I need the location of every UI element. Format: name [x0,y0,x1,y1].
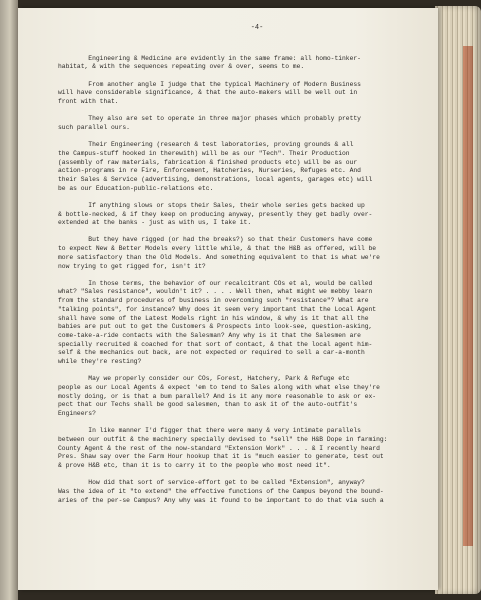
text-line: (assembly of raw materials, fabrication & finished products etc) will be as our [58,158,358,166]
text-line: Pres. Shaw say over the Farm Hour hookup that it is "much easier to generate, test out [58,453,384,461]
text-line: self & the mechanics out back, are not expected or required to sell a car-a-month [58,349,365,357]
text-line: now trying to get rigged for, isn't it? [58,262,206,270]
text-line: what? "Sales resistance", wouldn't it? . . . . Well then, what might we mebby learn [58,288,373,296]
text-line: shall have some of the Latest Models right in his window, & why is it that all the [58,314,369,322]
paragraph [58,236,440,271]
paragraphs [58,55,440,506]
text-line: from the standard procedures of business in overcoming such "resistance"? What are [58,297,369,305]
paragraph [58,427,440,471]
text-line: people as our Local Agents & expect 'em to tend to Sales along with what else they're [58,384,380,391]
text-line: pect that our Techs shall be good salesmen, than to ask it of the auto-outfit's [58,401,358,409]
paragraph [58,141,440,193]
text-line: extended at the banks - just as with us, I take it. [58,219,252,227]
page-stack-edge [435,6,481,594]
text-line: Their Engineering (research & test laboratories, proving grounds & all [58,141,354,149]
paragraph [58,115,440,132]
paragraph [58,280,440,367]
typed-page [18,8,438,590]
text-line: more satisfactory than the Old Models. And something equivalent to that is what we're [58,253,380,261]
text-line: But they have rigged (or had the breaks?) so that their Customers have come [58,236,373,244]
text-line: to expect New & Better Models every little while, & that the H&B as offered, will be [58,245,377,253]
text-line: specially recruited & coached for that sort of contact, & that the local agent him- [58,340,373,348]
paragraph [58,81,440,107]
text-line: In like manner I'd figger that there were many & very intimate parallels [58,427,361,435]
text-line: while they're resting? [58,358,142,366]
text-line: action-programs in re Fire, Enforcement, Hatcheries, Nurseries, Refuges etc. And [58,167,361,175]
text-line: such parallel ours. [58,123,130,131]
text-line: "talking points", for instance? Why does it seem very important that the Local Agent [58,305,377,313]
text-line: County Agent & the rest of the now-standard "Extension Work" . . . & I recently heard [58,444,380,452]
paragraph [58,479,440,505]
text-line: their Sales & Service (advertising, demonstrations, local agents, garages etc) will [58,175,373,183]
text-line: the Campus-stuff hooked in therewith) will be as our "Tech". Their Production [58,149,350,157]
paragraph [58,55,440,72]
text-line: between our outfit & the machinery specially devised to "sell" the H&B Dope in farming: [58,436,388,444]
paragraph [58,375,440,419]
text-line: How did that sort of service-effort get to be called "Extension", anyway? [58,479,365,487]
binder-edge [0,0,18,600]
page-number: -4- [250,24,264,32]
text-line: They also are set to operate in three major phases which probably pretty [58,115,361,123]
text-line: habitat, & with the sequences repeating over & over, seems to me. [58,63,305,71]
binder-tab [463,46,473,546]
text-line: be as our Education-public-relations etc. [58,184,214,192]
text-line: & bottle-necked, & if they keep on producing anyway, presently they get badly over- [58,210,373,218]
text-line: mostly doing, or is that a bum parallel? And is it any more reasonable to ask or ex- [58,392,377,400]
text-line: In those terms, the behavior of our recalcitrant COs et al, would be called [58,279,373,287]
typewritten-text [58,24,440,514]
text-line: aries of the per-se Campus? Any why was it found to be important to do that via such a [58,496,384,504]
text-line: Was the idea of it "to extend" the effective functions of the Campus beyond the bound- [58,488,384,496]
text-line: Engineering & Medicine are evidently in the same frame: all homo-tinker- [58,54,361,62]
text-line: & prove H&B etc, than it is to carry it to the people who most need it". [58,462,331,470]
text-line: Engineers? [58,410,96,418]
text-line: babies are put out to get the Customers & Prospects into look-see, question-asking, [58,323,373,331]
text-line: May we properly consider our COs, Forest, Hatchery, Park & Refuge etc [58,375,350,383]
text-line: If anything slows or stops their Sales, their whole series gets backed up [58,201,365,209]
text-line: come-take-a-ride contacts with the Salesman? Any why is it that the Salesmen are [58,331,361,339]
paragraph [58,202,440,228]
text-line: front with that. [58,98,119,106]
text-line: From another angle I judge that the typical Machinery of Modern Business [58,80,361,88]
text-line: will have considerable significance, & that the auto-makers will be well out in [58,89,358,97]
